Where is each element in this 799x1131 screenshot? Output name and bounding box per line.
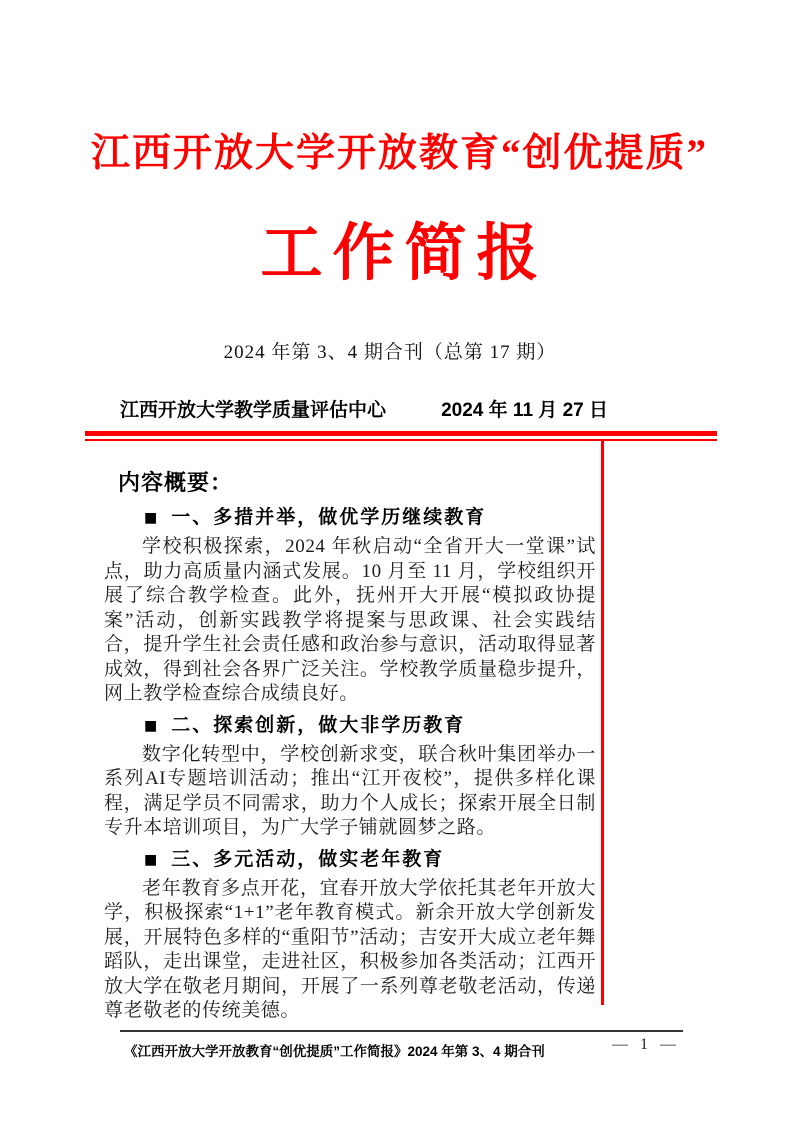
publisher-name: 江西开放大学教学质量评估中心	[120, 400, 387, 421]
section-3-title-text: 三、多元活动，做实老年教育	[171, 848, 445, 870]
summary-item-1	[104, 505, 596, 707]
section-2-title	[104, 713, 596, 740]
summary-heading: 内容概要：	[118, 470, 234, 495]
publisher-row	[120, 395, 608, 422]
masthead-title-line2: 工作简报	[260, 220, 549, 288]
section-1-title	[104, 505, 596, 532]
summary-item-2	[104, 713, 596, 841]
red-vertical-rule	[601, 441, 604, 1005]
section-1-title-text: 一、多措并举，做优学历继续教育	[171, 507, 487, 528]
footer-rule	[120, 1030, 683, 1032]
square-bullet-icon: ■	[144, 851, 160, 868]
square-bullet-icon: ■	[144, 510, 160, 526]
section-3-title	[104, 847, 596, 874]
footer-citation: 《江西开放大学开放教育“创优提质”工作简报》2024 年第 3、4 期合刊	[124, 1044, 545, 1059]
summary-item-3	[104, 847, 596, 1024]
section-2-title-text: 二、探索创新，做大非学历教育	[171, 714, 466, 736]
section-1-body: 学校积极探索，2024 年秋启动“全省开大一堂课”试点，助力高质量内涵式发展。10 月至 11 月，学校组织开展了综合教学检查。此外，抚州开大开展“模拟政协提案”活动，创新实践教学将提案与思政课、社会实践结合，提升学生社会责任感和政治参与意识，活动取得显著成效，得到社会各界广泛关注。学校教学质量稳步提升，网上教学检查综合成绩良好。	[104, 536, 596, 704]
square-bullet-icon: ■	[144, 717, 160, 734]
section-2-body: 数字化转型中，学校创新求变，联合秋叶集团举办一系列AI专题培训活动；推出“江开夜校”，提供多样化课程，满足学员不同需求，助力个人成长；探索开展全日制专升本培训项目，为广大学子铺就圆梦之路。	[104, 743, 596, 838]
summary-section	[104, 466, 596, 1024]
issue-line: 2024 年第 3、4 期合刊（总第 17 期）	[223, 342, 557, 363]
masthead-title-line1: 江西开放大学开放教育“创优提质”	[90, 132, 708, 175]
page-number: — 1 —	[612, 1036, 680, 1053]
publication-date: 2024 年 11 月 27 日	[441, 400, 608, 421]
section-3-body: 老年教育多点开花，宜春开放大学依托其老年开放大学，积极探索“1+1”老年教育模式。新余开放大学创新发展，开展特色多样的“重阳节”活动；吉安开大成立老年舞蹈队，走出课堂，走进社区，积极参加各类活动；江西开放大学在敬老月期间，开展了一系列尊老敬老活动，传递尊老敬老的传统美德。	[104, 877, 596, 1021]
red-double-rule	[85, 431, 717, 441]
